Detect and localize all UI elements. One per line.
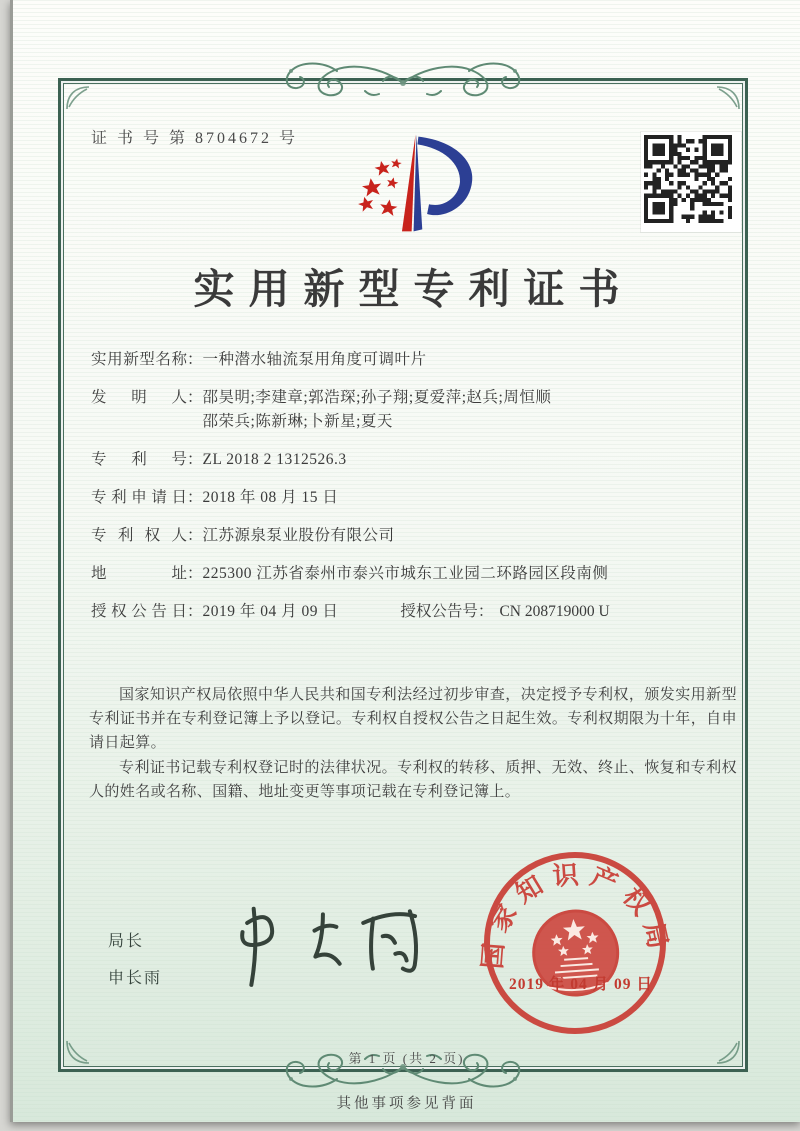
field-value: 江苏源泉泵业股份有限公司 — [202, 527, 395, 545]
back-side-note: 其他事项参见背面 — [336, 1096, 477, 1112]
director-block — [108, 928, 162, 1002]
field-value: 225300 江苏省泰州市泰兴市城东工业园二环路园区段南侧 — [202, 565, 609, 583]
certificate-title: 实用新型专利证书 — [193, 266, 634, 312]
director-title: 局长 — [108, 933, 145, 950]
legal-paragraph-1: 国家知识产权局依照中华人民共和国专利法经过初步审查，决定授予专利权，颁发实用新型专利证书并在专利登记簿上予以登记。专利权自授权公告之日起生效。专利权期限为十年，自申请日起算。 — [89, 687, 737, 751]
inventors-line-1: 邵昊明;李建章;郭浩琛;孙子翔;夏爱萍;赵兵;周恒顺 — [202, 389, 552, 407]
field-grant-number: 授权公告号 ： CN 208719000 U — [400, 600, 609, 624]
field-patent-number: 专利号 ： ZL 2018 2 1312526.3 — [91, 448, 731, 472]
field-value: CN 208719000 U — [499, 603, 610, 621]
legal-paragraph-2: 专利证书记载专利权登记时的法律状况。专利权的转移、质押、无效、终止、恢复和专利权人的姓名或名称、国籍、地址变更等事项记载在专利登记簿上。 — [89, 760, 737, 800]
field-label: 专利权人 — [91, 527, 187, 545]
seal-date: 2019 年 04 月 09 日 — [509, 976, 653, 993]
certificate-fields — [91, 348, 731, 624]
top-flourish-ornament — [253, 57, 553, 105]
inventors-line-2: 邵荣兵;陈新琳;卜新星;夏天 — [202, 413, 393, 431]
field-utility-model-name: 实用新型名称 ： 一种潜水轴流泵用角度可调叶片 — [91, 348, 731, 372]
field-address: 地址 ： 225300 江苏省泰州市泰兴市城东工业园二环路园区段南侧 — [91, 562, 731, 586]
field-value: 2018 年 08 月 15 日 — [202, 489, 339, 507]
field-label: 专利号 — [91, 451, 187, 469]
field-value: 一种潜水轴流泵用角度可调叶片 — [202, 351, 427, 368]
field-label: 授权公告日 — [91, 603, 187, 621]
field-value — [203, 386, 731, 434]
field-grant-line — [91, 600, 731, 624]
page-indicator: 第 1 页 (共 2 页) — [348, 1051, 465, 1066]
qr-code — [641, 132, 741, 232]
field-value: 2019 年 04 月 09 日 — [202, 603, 339, 621]
director-signature — [218, 898, 448, 993]
field-label: 专利申请日 — [91, 489, 187, 507]
cnipa-logo — [343, 126, 488, 241]
corner-ornament — [65, 85, 91, 111]
corner-ornament — [715, 85, 741, 111]
field-inventors: 发明人 ： 邵昊明;李建章;郭浩琛;孙子翔;夏爱萍;赵兵;周恒顺 邵荣兵;陈新琳;卜新星;夏天 — [91, 386, 731, 434]
field-patentee: 专利权人 ： 江苏源泉泵业股份有限公司 — [91, 524, 731, 548]
official-seal — [475, 847, 675, 1039]
seal-text: 国家知识产权局 — [477, 859, 675, 970]
field-label: 授权公告号 — [400, 603, 478, 621]
director-name: 申长雨 — [108, 970, 163, 987]
certificate-page — [10, 0, 800, 1122]
field-label: 实用新型名称 — [91, 351, 187, 368]
field-label: 地址 — [91, 565, 187, 583]
field-label: 发明人 — [91, 389, 187, 407]
field-grant-date: 授权公告日 ： 2019 年 04 月 09 日 — [91, 600, 338, 624]
field-filing-date: 专利申请日 ： 2018 年 08 月 15 日 — [91, 486, 731, 510]
certificate-number: 证 书 号 第 8704672 号 — [91, 130, 299, 147]
field-value: ZL 2018 2 1312526.3 — [202, 451, 347, 469]
legal-text — [89, 683, 737, 805]
